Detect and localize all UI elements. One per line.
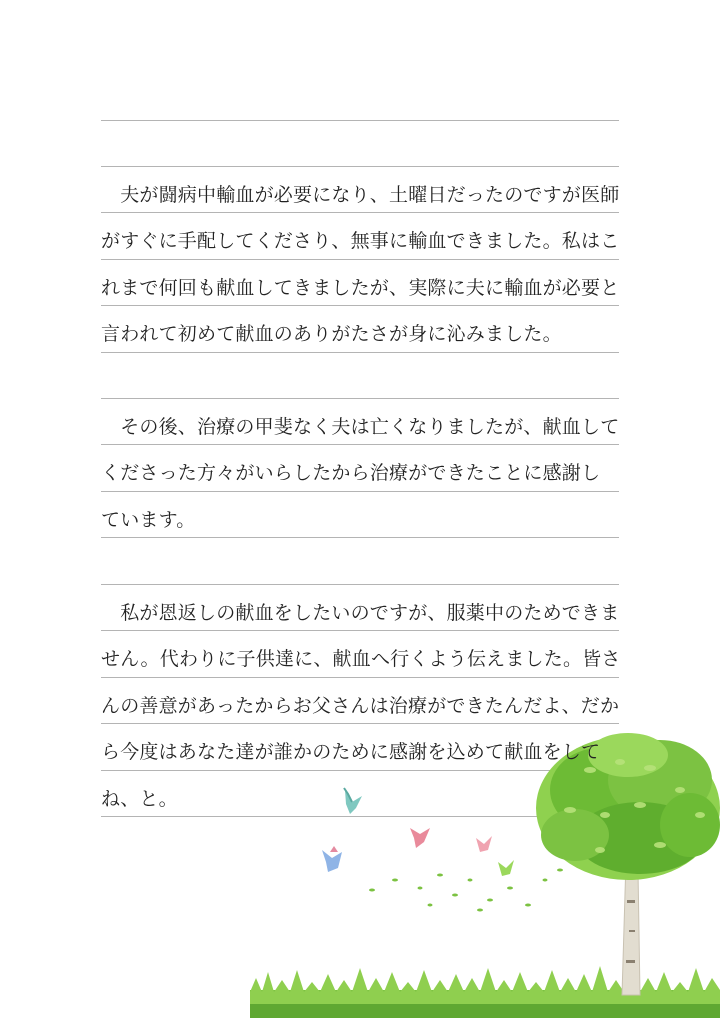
letter-line: 私が恩返しの献血をしたいのですが、服薬中のためできま xyxy=(101,602,620,624)
letter-line: ね、と。 xyxy=(101,788,178,810)
letter-line: 夫が闘病中輸血が必要になり、土曜日だったのですが医師 xyxy=(101,184,620,206)
grass-icon xyxy=(250,966,720,1018)
bird-icon xyxy=(410,828,430,848)
letter-line: れまで何回も献血してきましたが、実際に夫に輸血が必要と xyxy=(101,277,620,299)
letter-line: んの善意があったからお父さんは治療ができたんだよ、だか xyxy=(101,695,620,717)
letter-line: その後、治療の甲斐なく夫は亡くなりましたが、献血して xyxy=(101,416,620,438)
letter-line: ています。 xyxy=(101,509,196,531)
letter-line: くださった方々がいらしたから治療ができたことに感謝し xyxy=(101,462,601,484)
letter-line: ら今度はあなた達が誰かのために感謝を込めて献血をして xyxy=(101,741,601,763)
bird-icon xyxy=(322,846,342,872)
letter-line: 言われて初めて献血のありがたさが身に沁みました。 xyxy=(101,323,562,345)
bird-icon xyxy=(476,836,492,852)
letter-line: がすぐに手配してくださり、無事に輸血できました。私はこ xyxy=(101,230,620,252)
leaf-icon xyxy=(369,869,563,912)
bird-icon xyxy=(498,860,514,876)
letter-line: せん。代わりに子供達に、献血へ行くよう伝えました。皆さ xyxy=(101,648,621,670)
